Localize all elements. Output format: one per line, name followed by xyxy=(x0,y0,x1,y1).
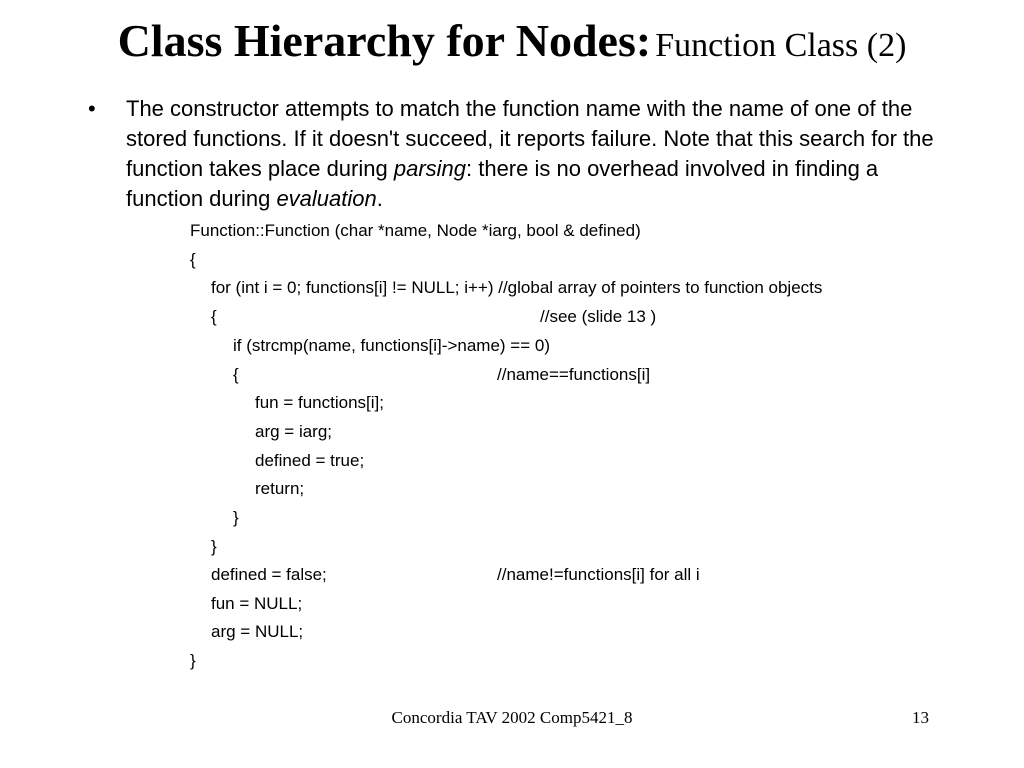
footer-text: Concordia TAV 2002 Comp5421_8 xyxy=(391,708,633,727)
code-line: { xyxy=(233,365,239,384)
code-line: { xyxy=(211,307,217,326)
code-line: Function::Function (char *name, Node *iarg, bool & defined) xyxy=(190,221,641,240)
bullet-text-part-2: : there is no overhead involved in finding a function during xyxy=(126,156,879,211)
code-line: defined = false; xyxy=(211,565,327,584)
bullet-italic-evaluation: evaluation xyxy=(276,186,377,211)
title-main: Class Hierarchy for Nodes: xyxy=(117,15,652,66)
code-comment-name-neq: //name!=functions[i] for all i xyxy=(497,565,700,584)
bullet-text-part-1: The constructor attempts to match the function name with the name of one of the stored functions. If it doesn't succeed, it reports failure. Note that this search for the function takes place during xyxy=(126,96,934,181)
code-line: } xyxy=(190,651,196,670)
code-line: return; xyxy=(255,479,305,498)
code-line: arg = iarg; xyxy=(255,422,333,441)
bullet-marker: • xyxy=(88,96,96,121)
code-line: defined = true; xyxy=(255,451,365,470)
code-line: } xyxy=(211,537,217,556)
slide-number: 13 xyxy=(912,708,929,727)
title-sub: Function Class (2) xyxy=(655,27,907,64)
code-comment-name-eq: //name==functions[i] xyxy=(497,365,651,384)
code-line: arg = NULL; xyxy=(211,622,304,641)
code-line: fun = NULL; xyxy=(211,594,303,613)
code-line: { xyxy=(190,250,196,269)
code-line: for (int i = 0; functions[i] != NULL; i++) //global array of pointers to function objects xyxy=(211,278,823,297)
bullet-italic-parsing: parsing xyxy=(393,156,466,181)
code-line: } xyxy=(233,508,239,527)
bullet-text-part-3: . xyxy=(376,186,383,211)
code-line: if (strcmp(name, functions[i]->name) == 0) xyxy=(233,336,550,355)
code-line: fun = functions[i]; xyxy=(255,393,384,412)
code-comment-see-slide: //see (slide 13 ) xyxy=(540,307,657,326)
